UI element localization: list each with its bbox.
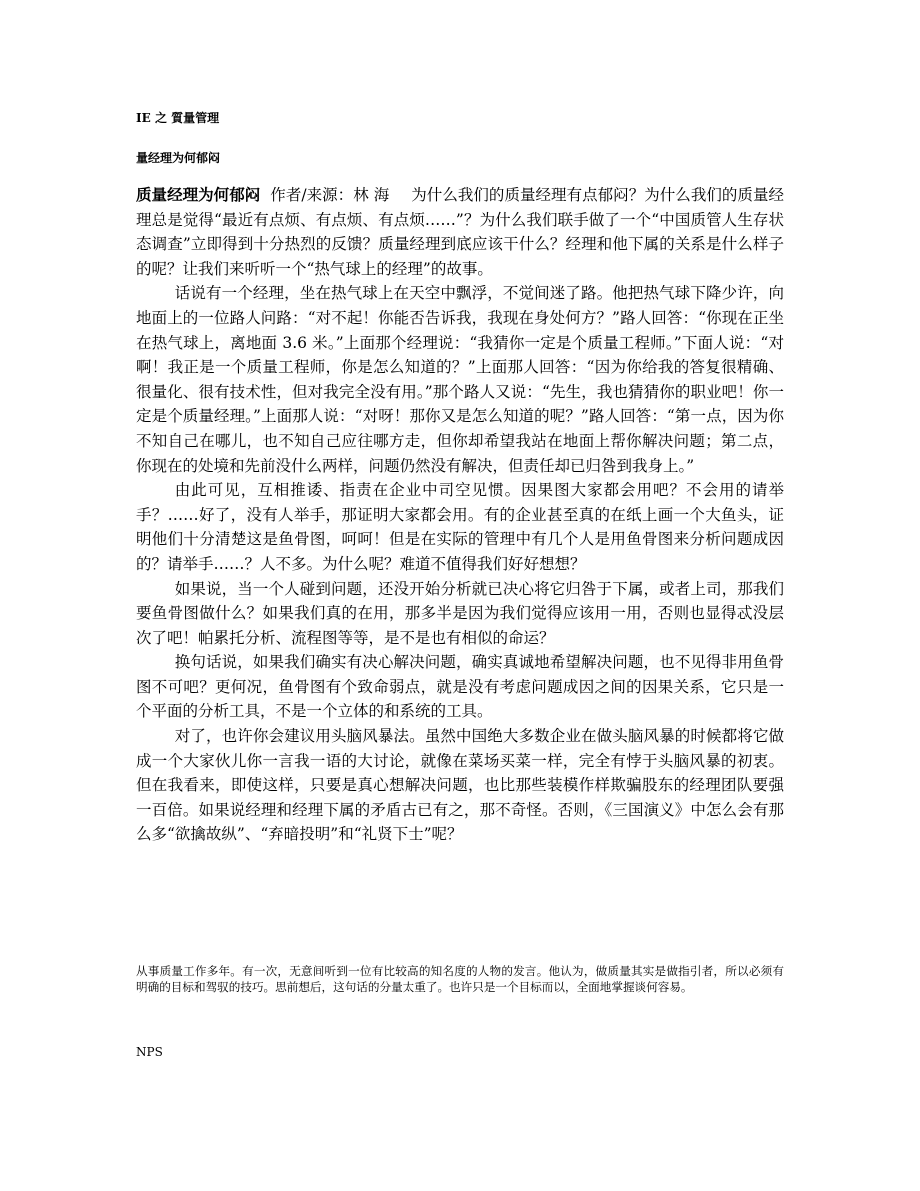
article-intro-paragraph — [136, 183, 784, 281]
article-paragraph: 由此可见，互相推诿、指责在企业中司空见惯。因果图大家都会用吧？不会用的请举手？……好了，没有人举手，那证明大家都会用。有的企业甚至真的在纸上画一个大鱼头，证明他们十分清楚这是鱼骨图，呵呵！但是在实际的管理中有几个人是用鱼骨图来分析问题成因的？请举手……？人不多。为什么呢？难道不值得我们好好想想？ — [136, 481, 784, 573]
article-paragraph: 对了，也许你会建议用头脑风暴法。虽然中国绝大多数企业在做头脑风暴的时候都将它做成一个大家伙儿你一言我一语的大讨论，就像在菜场买菜一样，完全有悖于头脑风暴的初衷。但在我看来，即使这样，只要是真心想解决问题，也比那些装模作样欺骗股东的经理团队要强一百倍。如果说经理和经理下属的矛盾古已有之，那不奇怪。否则，《三国演义》中怎么会有那么多“欲擒故纵”、“弃暗投明”和“礼贤下士”呢？ — [136, 727, 784, 844]
article-body — [136, 183, 784, 847]
article-byline: 作者/来源：林 海 — [270, 186, 390, 204]
author-note: 从事质量工作多年。有一次，无意间听到一位有比较高的知名度的人物的发言。他认为，做质量其实是做指引者，所以必须有明确的目标和驾驭的技巧。思前想后，这句话的分量太重了。也许只是一个目标而以，全面地掌握谈何容易。 — [136, 964, 784, 994]
category-heading: IE 之 質量管理 — [136, 111, 220, 125]
article-paragraph: 换句话说，如果我们确实有决心解决问题，确实真诚地希望解决问题，也不见得非用鱼骨图不可吧？更何况，鱼骨图有个致命弱点，就是没有考虑问题成因之间的因果关系，它只是一个平面的分析工具，不是一个立体的和系统的工具。 — [136, 653, 784, 721]
subtitle-heading: 量经理为何郁闷 — [136, 151, 221, 165]
article-paragraph: 如果说，当一个人碰到问题，还没开始分析就已决心将它归咎于下属，或者上司，那我们要鱼骨图做什么？如果我们真的在用，那多半是因为我们觉得应该用一用，否则也显得忒没层次了吧！帕累托分析、流程图等等，是不是也有相似的命运？ — [136, 579, 784, 647]
article-title: 质量经理为何郁闷 — [136, 186, 261, 204]
article-intro: 为什么我们的质量经理有点郁闷？为什么我们的质量经理总是觉得“最近有点烦、有点烦、有点烦……”？为什么我们联手做了一个“中国质管人生存状态调查”立即得到十分热烈的反馈？质量经理到底应该干什么？经理和他下属的关系是什么样子的呢？让我们来听听一个“热气球上的经理”的故事。 — [136, 186, 784, 278]
footer-label: NPS — [136, 1045, 163, 1059]
article-paragraph: 话说有一个经理，坐在热气球上在天空中飘浮，不觉间迷了路。他把热气球下降少许，向地面上的一位路人问路：“对不起！你能否告诉我，我现在身处何方？”路人回答：“你现在正坐在热气球上，离地面 3.6 米。”上面那个经理说：“我猜你一定是个质量工程师。”下面人说：“对啊！我正是一个质量工程师，你是怎么知道的？”上面那人回答：“因为你给我的答复很精确、很量化、很有技术性，但对我完全没有用。”那个路人又说：“先生，我也猜猜你的职业吧！你一定是个质量经理。”上面那人说：“对呀！那你又是怎么知道的呢？”路人回答：“第一点，因为你不知自己在哪儿，也不知自己应往哪方走，但你却希望我站在地面上帮你解决问题；第二点，你现在的处境和先前没什么两样，问题仍然没有解决，但责任却已归咎到我身上。” — [136, 284, 784, 475]
